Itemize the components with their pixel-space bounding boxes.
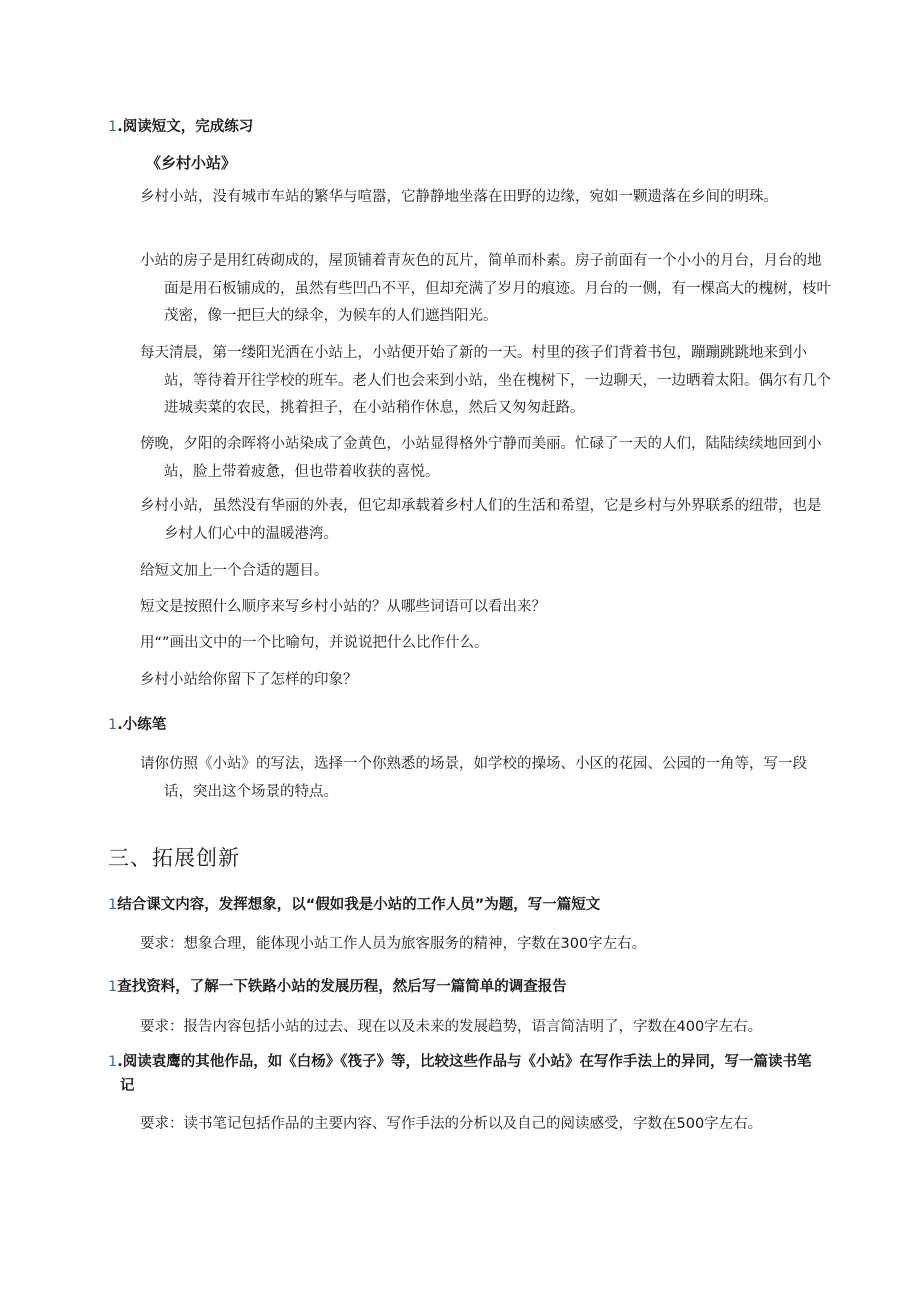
article-paragraph: 每天清晨，第一缕阳光洒在小站上，小站便开始了新的一天。村里的孩子们背着书包，蹦蹦跳跳地来到小站，等待着开往学校的班车。老人们也会来到小站，坐在槐树下，一边聊天，一边晒着太阳。偶尔有几个进城卖菜的农民，挑着担子，在小站稍作休息，然后又匆匆赶路。 bbox=[140, 345, 831, 416]
task-requirement: 要求：读书笔记包括作品的主要内容、写作手法的分析以及自己的阅读感受，字数在500字左右。 bbox=[140, 1116, 763, 1132]
task-heading bbox=[108, 1050, 820, 1098]
question-number: 1 bbox=[108, 119, 118, 135]
question-number: 1 bbox=[108, 717, 118, 733]
task-heading bbox=[108, 975, 808, 999]
task-requirement: 要求：想象合理，能体现小站工作人员为旅客服务的精神，字数在300字左右。 bbox=[140, 936, 647, 952]
section-title: 三、拓展创新 bbox=[108, 846, 240, 870]
article-paragraph: 小站的房子是用红砖砌成的，屋顶铺着青灰色的瓦片，简单而朴素。房子前面有一个小小的月台，月台的地面是用石板铺成的，虽然有些凹凸不平，但却充满了岁月的痕迹。月台的一侧，有一棵高大的槐树，枝叶茂密，像一把巨大的绿伞，为候车的人们遮挡阳光。 bbox=[140, 253, 831, 324]
article-paragraph: 乡村小站，没有城市车站的繁华与喧嚣，它静静地坐落在田野的边缘，宛如一颗遗落在乡间的明珠。 bbox=[140, 189, 778, 205]
question-1-heading bbox=[108, 115, 808, 139]
task-heading-text: 结合课文内容，发挥想象，以“假如我是小站的工作人员”为题，写一篇短文 bbox=[117, 897, 601, 913]
exercise-question: 短文是按照什么顺序来写乡村小站的？从哪些词语可以看出来？ bbox=[140, 599, 546, 615]
article-title: 《乡村小站》 bbox=[146, 154, 237, 172]
exercise-question: 给短文加上一个合适的题目。 bbox=[140, 563, 329, 579]
task-number: 1 bbox=[108, 1054, 118, 1070]
article-paragraph: 乡村小站，虽然没有华丽的外表，但它却承载着乡村人们的生活和希望，它是乡村与外界联系的纽带，也是乡村人们心中的温暖港湾。 bbox=[140, 498, 822, 542]
task-number: 1 bbox=[108, 979, 118, 995]
task-heading-text: .阅读袁鹰的其他作品，如《白杨》《筏子》等，比较这些作品与《小站》在写作手法上的异同，写一篇读书笔记 bbox=[117, 1054, 812, 1094]
task-requirement: 要求：报告内容包括小站的过去、现在以及未来的发展趋势，语言简洁明了，字数在400字左右。 bbox=[140, 1019, 763, 1035]
exercise-question: 乡村小站给你留下了怎样的印象？ bbox=[140, 672, 358, 688]
question-2-heading bbox=[108, 713, 808, 737]
question-heading-text: .阅读短文，完成练习 bbox=[117, 119, 254, 135]
article-paragraph: 傍晚，夕阳的余晖将小站染成了金黄色，小站显得格外宁静而美丽。忙碌了一天的人们，陆陆续续地回到小站，脸上带着疲惫，但也带着收获的喜悦。 bbox=[140, 436, 822, 480]
task-number: 1 bbox=[108, 897, 118, 913]
question-heading-text: .小练笔 bbox=[117, 717, 167, 733]
writing-prompt: 请你仿照《小站》的写法，选择一个你熟悉的场景，如学校的操场、小区的花园、公园的一角等，写一段话，突出这个场景的特点。 bbox=[140, 756, 807, 800]
task-heading bbox=[108, 893, 808, 917]
task-heading-text: 查找资料，了解一下铁路小站的发展历程，然后写一篇简单的调查报告 bbox=[117, 979, 567, 995]
exercise-question: 用“”画出文中的一个比喻句，并说说把什么比作什么。 bbox=[140, 635, 489, 651]
